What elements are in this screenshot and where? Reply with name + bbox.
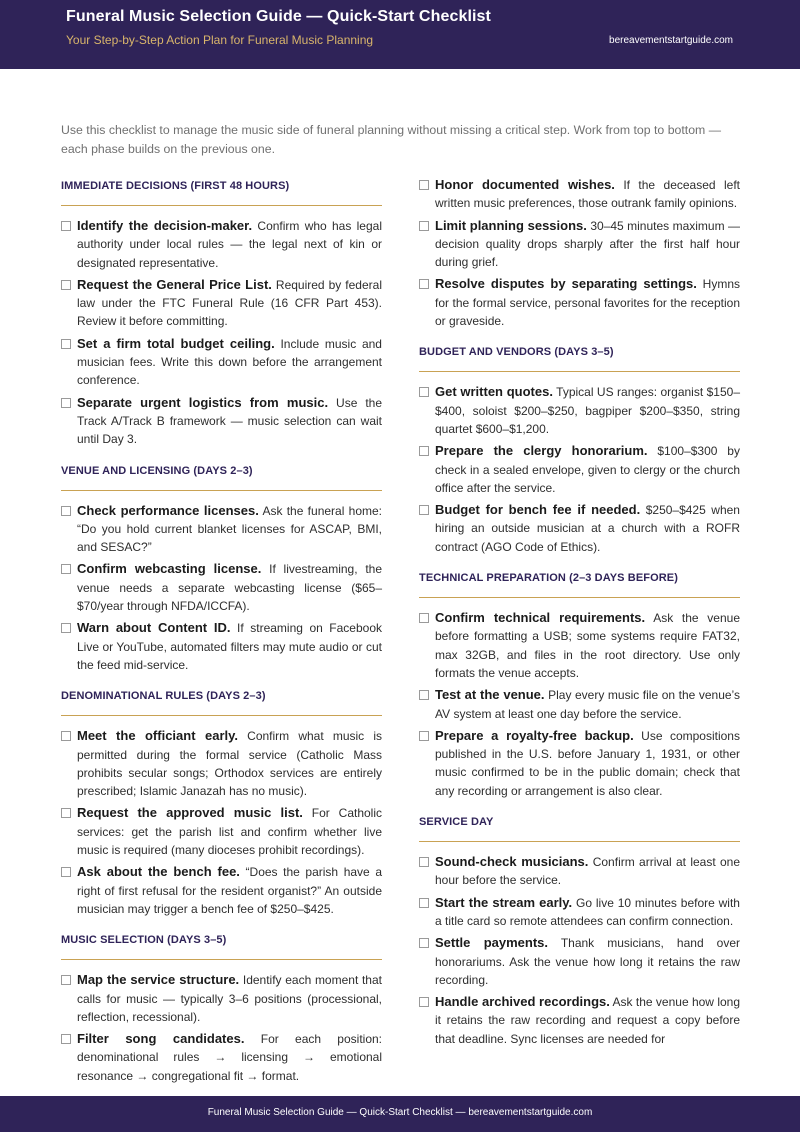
item-description: Confirm what music is permitted during the formal service (Catholic Mass prohibits secular songs; Orthodox services are entirely prescribed; Islamic Janazah has no music). [77, 729, 383, 799]
item-description: Ask the funeral home: “Do you hold current blanket licenses for ASCAP, BMI, and SESAC?” [77, 503, 383, 555]
item-description: Play every music file on the venue’s AV system at least one day before the service. [435, 688, 740, 721]
section-immediate-decisions-first-48-hours [61, 176, 382, 449]
page-footer: Funeral Music Selection Guide — Quick-Start Checklist — bereavementstartguide.com [0, 1096, 800, 1132]
item-title: Request the General Price List. [77, 276, 272, 292]
checklist-item [61, 1030, 382, 1085]
item-description: Identify each moment that calls for music — typically 3–6 positions (processional, reflection, recessional). [77, 973, 382, 1024]
checkbox[interactable] [419, 505, 429, 515]
item-title: Check performance licenses. [77, 502, 259, 518]
item-title: Ask about the bench fee. [77, 864, 240, 880]
section-technical-preparation-2-3-days-before [419, 568, 740, 800]
checklist-item [61, 276, 382, 331]
checkbox[interactable] [61, 731, 71, 741]
item-description: Confirm arrival at least one hour before the service. [435, 855, 740, 888]
section-heading: SERVICE DAY [419, 812, 740, 842]
checkbox[interactable] [61, 280, 71, 290]
item-title: Honor documented wishes. [435, 177, 615, 192]
item-title: Start the stream early. [435, 894, 573, 910]
item-title: Map the service structure. [77, 972, 240, 988]
checkbox[interactable] [61, 339, 71, 349]
item-title: Limit planning sessions. [435, 217, 587, 233]
item-description: Thank musicians, hand over honorariums. Ask the venue how long it retains the raw recording. [435, 936, 740, 987]
checkbox[interactable] [419, 690, 429, 700]
item-title: Meet the officiant early. [77, 728, 238, 744]
checkbox[interactable] [419, 731, 429, 741]
checklist-item [419, 727, 740, 800]
item-description: Ask the venue before formatting a USB; some systems require FAT32, max 32GB, and files in the root directory. Use only formats the venue accepts. [435, 611, 740, 680]
item-title: Separate urgent logistics from music. [77, 394, 329, 410]
section-heading: BUDGET AND VENDORS (DAYS 3–5) [419, 342, 740, 372]
section-denominational-rules-days-2-3 [61, 686, 382, 918]
item-title: Resolve disputes by separating settings. [435, 276, 697, 292]
item-title: Get written quotes. [435, 384, 553, 400]
section-venue-and-licensing-days-2-3 [61, 461, 382, 675]
checklist-item [61, 619, 382, 674]
item-title: Handle archived recordings. [435, 994, 610, 1010]
item-description: If streaming on Facebook Live or YouTube, automated filters may mute audio or cut the feed mid-service. [77, 621, 383, 672]
item-description: $250–$425 when hiring an outside musician at a church with a ROFR contract (AGO Code of Ethics). [435, 503, 740, 554]
item-title: Confirm webcasting license. [77, 561, 262, 577]
left-column [61, 176, 382, 1097]
item-description: Confirm who has legal authority under local rules — the legal next of kin or designated representative. [77, 219, 382, 270]
section-budget-and-vendors-days-3-5 [419, 342, 740, 556]
site-url[interactable]: bereavementstartguide.com [609, 35, 733, 46]
checklist-item [419, 609, 740, 682]
checklist-item [61, 394, 382, 449]
checklist-item [419, 853, 740, 890]
checklist-item [61, 502, 382, 557]
section-heading: VENUE AND LICENSING (DAYS 2–3) [61, 461, 382, 491]
item-description: If the deceased left written music preferences, those outrank family opinions. [435, 178, 740, 211]
checkbox[interactable] [61, 623, 71, 633]
section-heading: MUSIC SELECTION (DAYS 3–5) [61, 930, 382, 960]
item-title: Filter song candidates. [77, 1031, 245, 1047]
checklist-item [419, 934, 740, 989]
checkbox[interactable] [61, 975, 71, 985]
item-title: Test at the venue. [435, 687, 545, 703]
checklist-item [419, 501, 740, 556]
checkbox[interactable] [61, 221, 71, 231]
checklist-item [61, 217, 382, 272]
section-continued [419, 176, 740, 330]
item-title: Sound-check musicians. [435, 854, 589, 870]
item-description: 30–45 minutes maximum — decision quality drops sharply after the first half hour during grief. [435, 218, 740, 270]
item-description: Typical US ranges: organist $150–$400, soloist $200–$250, bagpiper $200–$350, string quartet $600–$1,200. [435, 385, 740, 436]
checklist-item [419, 383, 740, 438]
checkbox[interactable] [419, 997, 429, 1007]
checklist-item [61, 863, 382, 918]
item-title: Prepare a royalty-free backup. [435, 727, 634, 743]
intro-paragraph: Use this checklist to manage the music side of funeral planning without missing a critical step. Work from top to bottom — each phase builds on the previous one. [61, 123, 721, 156]
item-description: Include music and musician fees. Write this down before the arrangement conference. [77, 336, 382, 388]
right-column [419, 176, 740, 1060]
item-title: Budget for bench fee if needed. [435, 502, 641, 518]
checkbox[interactable] [419, 938, 429, 948]
item-title: Settle payments. [435, 935, 549, 951]
checkbox[interactable] [419, 279, 429, 289]
checkbox[interactable] [61, 564, 71, 574]
checklist-item [419, 442, 740, 497]
checklist-item [419, 993, 740, 1048]
checkbox[interactable] [419, 613, 429, 623]
item-title: Prepare the clergy honorarium. [435, 443, 648, 459]
checkbox[interactable] [61, 1034, 71, 1044]
checkbox[interactable] [419, 180, 429, 190]
checkbox[interactable] [419, 221, 429, 231]
item-description: Hymns for the formal service, personal favorites for the reception or graveside. [435, 277, 740, 329]
section-heading: TECHNICAL PREPARATION (2–3 DAYS BEFORE) [419, 568, 740, 598]
checkbox[interactable] [419, 898, 429, 908]
item-description: Required by federal law under the FTC Funeral Rule (16 CFR Part 453). Review it before committing. [77, 277, 382, 329]
item-title: Confirm technical requirements. [435, 610, 646, 626]
checkbox[interactable] [419, 446, 429, 456]
checklist-item [61, 971, 382, 1026]
item-description: Go live 10 minutes before with a title card so remote attendees can confirm connection. [435, 895, 740, 928]
checklist-item [419, 217, 740, 272]
item-title: Set a firm total budget ceiling. [77, 335, 275, 351]
checkbox[interactable] [419, 857, 429, 867]
item-description: Ask the venue how long it retains the raw recording and request a copy before that deadline. Sync licenses are needed for [435, 995, 741, 1046]
checkbox[interactable] [419, 387, 429, 397]
checklist-item [419, 275, 740, 330]
checkbox[interactable] [61, 398, 71, 408]
item-description: If livestreaming, the venue needs a separate webcasting license ($65–$70/year through NFDA/ICCFA). [77, 562, 382, 614]
checkbox[interactable] [61, 808, 71, 818]
checklist-item [419, 176, 740, 213]
checklist-item [419, 686, 740, 723]
item-title: Request the approved music list. [77, 805, 303, 821]
item-title: Identify the decision-maker. [77, 218, 253, 233]
checkbox[interactable] [61, 506, 71, 516]
checklist-item [61, 804, 382, 859]
checklist-item [419, 894, 740, 931]
item-description: “Does the parish have a right of first refusal for the resident organist?” An outside musician may trigger a bench fee of $250–$425. [77, 865, 382, 916]
checklist-item [61, 335, 382, 390]
item-description: $100–$300 by check in a sealed envelope, given to clergy or the church office after the service. [435, 444, 740, 495]
checklist-item [61, 727, 382, 800]
page-title: Funeral Music Selection Guide — Quick-Start Checklist [66, 8, 491, 25]
page-header [0, 0, 800, 69]
section-heading: DENOMINATIONAL RULES (DAYS 2–3) [61, 686, 382, 716]
checkbox[interactable] [61, 867, 71, 877]
section-service-day [419, 812, 740, 1048]
item-description: Use compositions published in the U.S. before January 1, 1931, or other music confirmed to be in the public domain; check that any recording or arrangement is also clear. [435, 728, 740, 798]
item-title: Warn about Content ID. [77, 620, 231, 636]
item-description: Use the Track A/Track B framework — music selection can wait until Day 3. [77, 395, 382, 447]
item-description: For Catholic services: get the parish list and confirm whether live music is required (many dioceses prohibit recordings). [77, 806, 383, 858]
section-music-selection-days-3-5 [61, 930, 382, 1085]
section-heading: IMMEDIATE DECISIONS (FIRST 48 HOURS) [61, 176, 382, 206]
checklist-item [61, 560, 382, 615]
item-description: For each position: denominational rules → licensing → emotional resonance → congregational fit → format. [77, 1032, 383, 1083]
page-subtitle: Your Step-by-Step Action Plan for Funeral Music Planning [66, 33, 374, 47]
